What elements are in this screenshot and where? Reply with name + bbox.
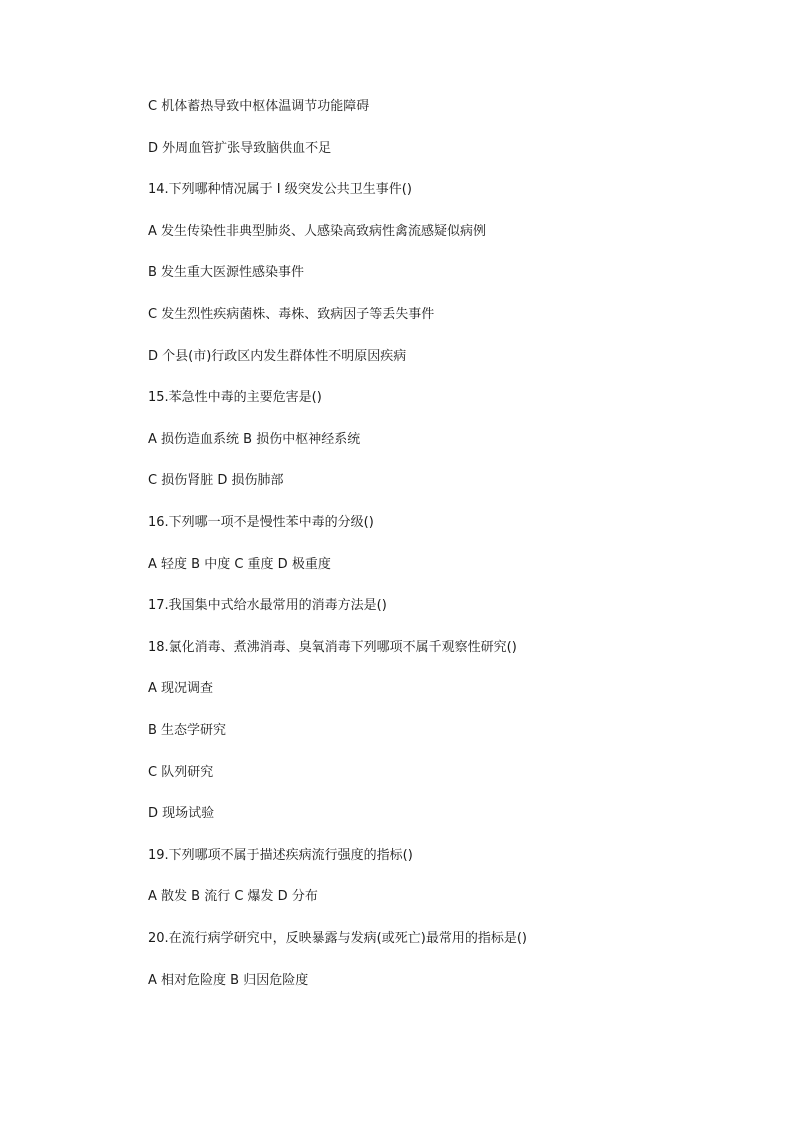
option-line: C 发生烈性疾病菌株、毒株、致病因子等丢失事件: [148, 307, 435, 322]
option-line: A 轻度 B 中度 C 重度 D 极重度: [148, 557, 331, 572]
question-line: 16.下列哪一项不是慢性苯中毒的分级(): [148, 515, 374, 530]
option-line: A 散发 B 流行 C 爆发 D 分布: [148, 889, 318, 904]
option-line: A 现况调查: [148, 681, 214, 696]
question-line: 14.下列哪种情况属于 I 级突发公共卫生事件(): [148, 182, 412, 197]
question-line: 17.我国集中式给水最常用的消毒方法是(): [148, 598, 387, 613]
question-line: 20.在流行病学研究中，反映暴露与发病(或死亡)最常用的指标是(): [148, 931, 527, 946]
option-line: B 发生重大医源性感染事件: [148, 265, 305, 280]
option-line: A 相对危险度 B 归因危险度: [148, 973, 309, 988]
question-line: 15.苯急性中毒的主要危害是(): [148, 390, 322, 405]
question-line: 18.氯化消毒、煮沸消毒、臭氧消毒下列哪项不属千观察性研究(): [148, 640, 517, 655]
option-line: D 现场试验: [148, 806, 215, 821]
option-line: C 机体蓄热导致中枢体温调节功能障碍: [148, 99, 370, 114]
option-line: A 损伤造血系统 B 损伤中枢神经系统: [148, 432, 361, 447]
option-line: C 损伤肾脏 D 损伤肺部: [148, 473, 284, 488]
option-line: A 发生传染性非典型肺炎、人感染高致病性禽流感疑似病例: [148, 224, 487, 239]
question-line: 19.下列哪项不属于描述疾病流行强度的指标(): [148, 848, 413, 863]
option-line: C 队列研究: [148, 765, 214, 780]
option-line: D 个县(市)行政区内发生群体性不明原因疾病: [148, 349, 407, 364]
option-line: D 外周血管扩张导致脑供血不足: [148, 141, 332, 156]
option-line: B 生态学研究: [148, 723, 227, 738]
